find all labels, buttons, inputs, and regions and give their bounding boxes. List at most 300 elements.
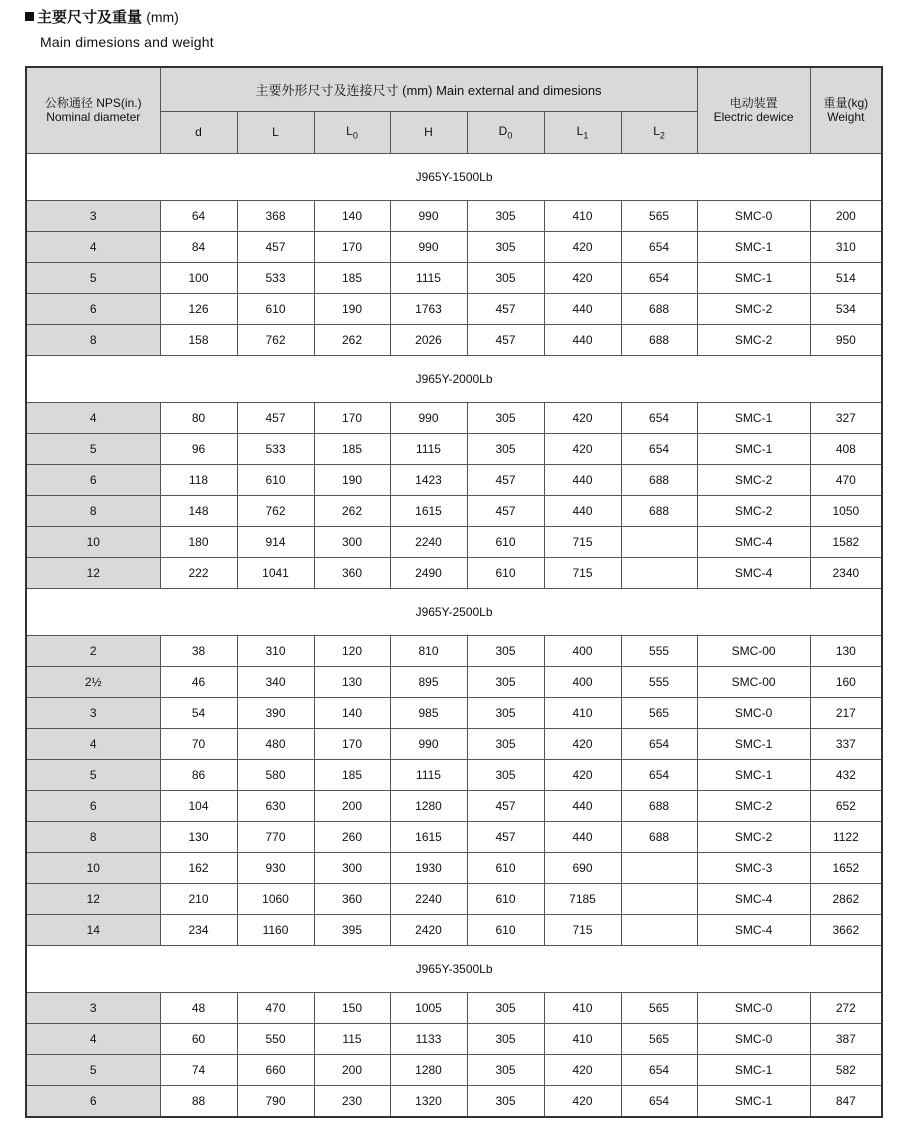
table-cell: 360	[314, 557, 390, 588]
table-cell: 360	[314, 883, 390, 914]
section-title-row	[26, 355, 882, 402]
table-cell: 2026	[390, 324, 467, 355]
nps-cell: 6	[26, 464, 160, 495]
table-cell: 654	[621, 1085, 697, 1117]
table-cell: 914	[237, 526, 314, 557]
table-cell: 190	[314, 464, 390, 495]
table-cell: 1615	[390, 821, 467, 852]
table-cell: 2240	[390, 526, 467, 557]
table-cell: 715	[544, 914, 621, 945]
table-cell: 533	[237, 262, 314, 293]
table-cell: 1050	[810, 495, 882, 526]
table-row	[26, 992, 882, 1023]
nps-cell: 12	[26, 557, 160, 588]
table-cell: 180	[160, 526, 237, 557]
table-cell: 305	[467, 231, 544, 262]
table-cell: 86	[160, 759, 237, 790]
table-cell: 1115	[390, 759, 467, 790]
table-cell: 440	[544, 495, 621, 526]
table-cell: 990	[390, 231, 467, 262]
weight-header	[810, 67, 882, 153]
table-cell: 120	[314, 635, 390, 666]
table-cell: 610	[467, 914, 544, 945]
table-body	[26, 153, 882, 1117]
table-cell: 565	[621, 992, 697, 1023]
table-cell: 420	[544, 433, 621, 464]
table-cell: 210	[160, 883, 237, 914]
table-cell: SMC-0	[697, 1023, 810, 1054]
table-cell: 688	[621, 821, 697, 852]
table-cell: 610	[467, 852, 544, 883]
table-cell: 480	[237, 728, 314, 759]
table-cell: 420	[544, 262, 621, 293]
table-cell: 84	[160, 231, 237, 262]
table-cell: 2862	[810, 883, 882, 914]
nps-cell: 3	[26, 200, 160, 231]
table-row	[26, 697, 882, 728]
table-cell: 990	[390, 200, 467, 231]
table-cell: 305	[467, 728, 544, 759]
table-cell: 420	[544, 759, 621, 790]
column-header-main: L	[272, 125, 279, 139]
column-header-main: L	[576, 123, 584, 138]
table-cell	[621, 883, 697, 914]
table-cell: 715	[544, 557, 621, 588]
table-cell: 305	[467, 759, 544, 790]
table-cell: 327	[810, 402, 882, 433]
table-cell: 534	[810, 293, 882, 324]
table-cell: SMC-4	[697, 557, 810, 588]
nps-cell: 5	[26, 433, 160, 464]
table-cell: 160	[810, 666, 882, 697]
table-cell: 420	[544, 1085, 621, 1117]
table-cell: 555	[621, 635, 697, 666]
column-header-subscript: 2	[659, 130, 665, 141]
table-cell: 847	[810, 1085, 882, 1117]
table-cell: 565	[621, 697, 697, 728]
table-cell: 582	[810, 1054, 882, 1085]
table-cell: 1041	[237, 557, 314, 588]
table-cell: 54	[160, 697, 237, 728]
square-bullet-icon	[25, 12, 34, 21]
nps-header	[26, 67, 160, 153]
table-cell: 457	[467, 293, 544, 324]
table-cell: 895	[390, 666, 467, 697]
table-cell: 457	[467, 790, 544, 821]
table-cell: 610	[467, 883, 544, 914]
table-cell: 514	[810, 262, 882, 293]
table-cell: SMC-1	[697, 759, 810, 790]
nps-cell: 12	[26, 883, 160, 914]
nps-cell: 3	[26, 992, 160, 1023]
table-cell: 440	[544, 293, 621, 324]
dimensions-table	[25, 66, 883, 1118]
table-cell: SMC-2	[697, 324, 810, 355]
table-cell: SMC-2	[697, 790, 810, 821]
table-cell: 387	[810, 1023, 882, 1054]
table-cell: 48	[160, 992, 237, 1023]
nps-cell: 3	[26, 697, 160, 728]
table-cell: 790	[237, 1085, 314, 1117]
nps-cell: 2½	[26, 666, 160, 697]
table-row	[26, 1054, 882, 1085]
table-cell: 1280	[390, 790, 467, 821]
nps-cell: 5	[26, 759, 160, 790]
table-cell: 170	[314, 231, 390, 262]
table-cell: 555	[621, 666, 697, 697]
column-header-1	[237, 111, 314, 153]
table-cell: 130	[810, 635, 882, 666]
table-cell: 432	[810, 759, 882, 790]
table-cell: 305	[467, 262, 544, 293]
column-header-main: D	[498, 123, 508, 138]
table-cell: 158	[160, 324, 237, 355]
table-row	[26, 464, 882, 495]
table-cell: 150	[314, 992, 390, 1023]
nps-cell: 6	[26, 1085, 160, 1117]
table-cell: 60	[160, 1023, 237, 1054]
table-cell: 550	[237, 1023, 314, 1054]
table-cell: 1005	[390, 992, 467, 1023]
table-row	[26, 883, 882, 914]
table-cell: 395	[314, 914, 390, 945]
nps-cell: 6	[26, 790, 160, 821]
table-cell: 630	[237, 790, 314, 821]
table-header-row	[26, 67, 882, 111]
section-title-row	[26, 588, 882, 635]
table-row	[26, 231, 882, 262]
table-cell: 715	[544, 526, 621, 557]
table-cell: 408	[810, 433, 882, 464]
table-row	[26, 1023, 882, 1054]
table-cell: 2490	[390, 557, 467, 588]
table-cell: 654	[621, 1054, 697, 1085]
table-cell: 1930	[390, 852, 467, 883]
table-cell: 262	[314, 324, 390, 355]
table-cell: 654	[621, 231, 697, 262]
table-cell: 2340	[810, 557, 882, 588]
table-row	[26, 728, 882, 759]
table-cell: SMC-0	[697, 697, 810, 728]
nps-cell: 5	[26, 262, 160, 293]
table-cell: SMC-1	[697, 231, 810, 262]
table-cell: 985	[390, 697, 467, 728]
table-cell: 610	[467, 526, 544, 557]
section-title: J965Y-3500Lb	[26, 945, 882, 992]
section-title: J965Y-1500Lb	[26, 153, 882, 200]
nps-cell: 10	[26, 526, 160, 557]
table-cell: 1615	[390, 495, 467, 526]
table-cell: 390	[237, 697, 314, 728]
table-cell: 305	[467, 1023, 544, 1054]
weight-header-cn: 重量(kg)	[823, 96, 869, 111]
table-cell: 340	[237, 666, 314, 697]
table-cell: 400	[544, 635, 621, 666]
table-row	[26, 200, 882, 231]
table-cell: 440	[544, 324, 621, 355]
table-cell: SMC-4	[697, 883, 810, 914]
nps-header-en: Nominal diameter	[46, 110, 141, 125]
column-header-main: d	[195, 125, 202, 139]
table-cell: 1115	[390, 433, 467, 464]
table-cell: 162	[160, 852, 237, 883]
table-cell: 810	[390, 635, 467, 666]
table-cell: 410	[544, 697, 621, 728]
table-cell: 310	[810, 231, 882, 262]
table-cell: 140	[314, 697, 390, 728]
table-cell: 1320	[390, 1085, 467, 1117]
table-cell: 470	[810, 464, 882, 495]
table-cell: 305	[467, 697, 544, 728]
table-cell: 140	[314, 200, 390, 231]
table-cell: SMC-2	[697, 293, 810, 324]
table-cell: 457	[237, 231, 314, 262]
nps-cell: 4	[26, 402, 160, 433]
table-cell: 660	[237, 1054, 314, 1085]
table-cell: 457	[467, 324, 544, 355]
table-cell: 533	[237, 433, 314, 464]
table-cell: SMC-4	[697, 914, 810, 945]
table-cell: 1280	[390, 1054, 467, 1085]
table-cell: SMC-1	[697, 433, 810, 464]
table-cell: SMC-1	[697, 262, 810, 293]
electric-header-en: Electric dewice	[713, 110, 794, 125]
table-row	[26, 1085, 882, 1117]
table-cell: 1423	[390, 464, 467, 495]
table-cell: 222	[160, 557, 237, 588]
table-cell: SMC-1	[697, 1085, 810, 1117]
nps-cell: 4	[26, 728, 160, 759]
table-cell: 300	[314, 852, 390, 883]
table-cell: 305	[467, 1054, 544, 1085]
table-cell: 100	[160, 262, 237, 293]
table-cell: 200	[314, 1054, 390, 1085]
table-cell: 1133	[390, 1023, 467, 1054]
table-cell: 652	[810, 790, 882, 821]
table-cell: 654	[621, 402, 697, 433]
table-cell: 305	[467, 433, 544, 464]
table-cell: 272	[810, 992, 882, 1023]
nps-cell: 8	[26, 324, 160, 355]
nps-cell: 5	[26, 1054, 160, 1085]
table-cell: 234	[160, 914, 237, 945]
table-cell: SMC-0	[697, 992, 810, 1023]
table-cell: 185	[314, 759, 390, 790]
table-cell	[621, 526, 697, 557]
table-cell: SMC-00	[697, 666, 810, 697]
table-cell: 400	[544, 666, 621, 697]
table-row	[26, 852, 882, 883]
table-cell: 1122	[810, 821, 882, 852]
column-header-4	[467, 111, 544, 153]
table-cell: 185	[314, 262, 390, 293]
table-cell: 368	[237, 200, 314, 231]
table-cell: 305	[467, 666, 544, 697]
table-row	[26, 635, 882, 666]
table-cell: 610	[237, 464, 314, 495]
table-cell: SMC-0	[697, 200, 810, 231]
table-cell: SMC-2	[697, 495, 810, 526]
table-cell: 200	[314, 790, 390, 821]
table-cell: 565	[621, 200, 697, 231]
nps-header-cn: 公称通径 NPS(in.)	[44, 96, 142, 111]
table-cell: 654	[621, 759, 697, 790]
column-header-main: L	[653, 123, 660, 138]
table-cell: 2240	[390, 883, 467, 914]
table-cell: 2420	[390, 914, 467, 945]
table-cell: 305	[467, 635, 544, 666]
table-cell: 130	[160, 821, 237, 852]
column-header-subscript: 0	[352, 130, 358, 141]
weight-header-en: Weight	[827, 110, 865, 125]
column-header-0	[160, 111, 237, 153]
table-cell: 262	[314, 495, 390, 526]
table-cell: 690	[544, 852, 621, 883]
page-subtitle: Main dimesions and weight	[40, 34, 214, 50]
table-cell: 688	[621, 790, 697, 821]
table-cell: 1652	[810, 852, 882, 883]
table-row	[26, 557, 882, 588]
table-cell: 80	[160, 402, 237, 433]
table-row	[26, 526, 882, 557]
table-cell: 440	[544, 790, 621, 821]
section-title-row	[26, 153, 882, 200]
nps-cell: 14	[26, 914, 160, 945]
nps-cell: 8	[26, 821, 160, 852]
table-cell: SMC-1	[697, 1054, 810, 1085]
table-cell: 104	[160, 790, 237, 821]
table-cell	[621, 914, 697, 945]
table-cell: 688	[621, 293, 697, 324]
table-cell: SMC-2	[697, 821, 810, 852]
table-cell: 470	[237, 992, 314, 1023]
table-cell: 230	[314, 1085, 390, 1117]
table-row	[26, 402, 882, 433]
table-cell: 410	[544, 1023, 621, 1054]
section-title: J965Y-2000Lb	[26, 355, 882, 402]
nps-cell: 6	[26, 293, 160, 324]
table-cell: 950	[810, 324, 882, 355]
table-cell: 300	[314, 526, 390, 557]
table-cell: 770	[237, 821, 314, 852]
table-cell: SMC-3	[697, 852, 810, 883]
table-row	[26, 324, 882, 355]
table-cell: 170	[314, 728, 390, 759]
section-title: J965Y-2500Lb	[26, 588, 882, 635]
table-cell: 74	[160, 1054, 237, 1085]
page-title	[25, 6, 179, 27]
table-cell: 64	[160, 200, 237, 231]
table-cell: 610	[237, 293, 314, 324]
table-row	[26, 262, 882, 293]
table-cell: 305	[467, 200, 544, 231]
table-cell: 420	[544, 1054, 621, 1085]
table-cell: 148	[160, 495, 237, 526]
table-cell: 762	[237, 324, 314, 355]
nps-cell: 10	[26, 852, 160, 883]
table-cell: 96	[160, 433, 237, 464]
table-cell: 654	[621, 728, 697, 759]
nps-cell: 4	[26, 1023, 160, 1054]
column-header-2	[314, 111, 390, 153]
table-cell: 1115	[390, 262, 467, 293]
table-cell: 170	[314, 402, 390, 433]
column-header-6	[621, 111, 697, 153]
table-cell: 305	[467, 992, 544, 1023]
table-cell: 118	[160, 464, 237, 495]
table-cell: 190	[314, 293, 390, 324]
table-cell: 115	[314, 1023, 390, 1054]
table-cell: 7185	[544, 883, 621, 914]
table-cell: 70	[160, 728, 237, 759]
table-cell: 420	[544, 402, 621, 433]
section-title-row	[26, 945, 882, 992]
table-cell: 457	[467, 495, 544, 526]
nps-cell: 4	[26, 231, 160, 262]
table-cell: SMC-4	[697, 526, 810, 557]
table-cell: 305	[467, 1085, 544, 1117]
table-cell: 457	[467, 464, 544, 495]
table-cell: 762	[237, 495, 314, 526]
table-cell: 440	[544, 464, 621, 495]
table-row	[26, 495, 882, 526]
table-row	[26, 821, 882, 852]
table-cell: 990	[390, 402, 467, 433]
table-cell	[621, 557, 697, 588]
table-cell: 46	[160, 666, 237, 697]
nps-cell: 2	[26, 635, 160, 666]
table-cell: SMC-1	[697, 728, 810, 759]
table-cell: 337	[810, 728, 882, 759]
table-cell: 440	[544, 821, 621, 852]
table-cell: 610	[467, 557, 544, 588]
column-header-subscript: 0	[507, 130, 513, 141]
table-cell: 1763	[390, 293, 467, 324]
column-header-3	[390, 111, 467, 153]
table-cell: 200	[810, 200, 882, 231]
table-cell: 420	[544, 231, 621, 262]
table-cell: 3662	[810, 914, 882, 945]
column-header-main: L	[346, 123, 353, 138]
table-cell: 688	[621, 324, 697, 355]
table-cell: 580	[237, 759, 314, 790]
table-cell: SMC-00	[697, 635, 810, 666]
main-dimensions-header: 主要外形尺寸及连接尺寸 (mm) Main external and dimesions	[160, 67, 697, 111]
table-cell: 457	[467, 821, 544, 852]
table-cell: 260	[314, 821, 390, 852]
table-cell: 930	[237, 852, 314, 883]
electric-header-cn: 电动装置	[729, 96, 778, 111]
column-header-5	[544, 111, 621, 153]
title-unit: (mm)	[146, 9, 179, 25]
table-cell: 654	[621, 433, 697, 464]
table-row	[26, 914, 882, 945]
table-row	[26, 433, 882, 464]
table-cell: 185	[314, 433, 390, 464]
table-cell: 410	[544, 200, 621, 231]
title-text: 主要尺寸及重量	[37, 9, 143, 26]
table-cell: 130	[314, 666, 390, 697]
electric-header	[697, 67, 810, 153]
table-cell: SMC-1	[697, 402, 810, 433]
column-header-main: H	[424, 125, 433, 139]
table-cell: 565	[621, 1023, 697, 1054]
table-cell: 410	[544, 992, 621, 1023]
table-cell: 990	[390, 728, 467, 759]
table-row	[26, 790, 882, 821]
table-cell: 217	[810, 697, 882, 728]
table-cell: 38	[160, 635, 237, 666]
